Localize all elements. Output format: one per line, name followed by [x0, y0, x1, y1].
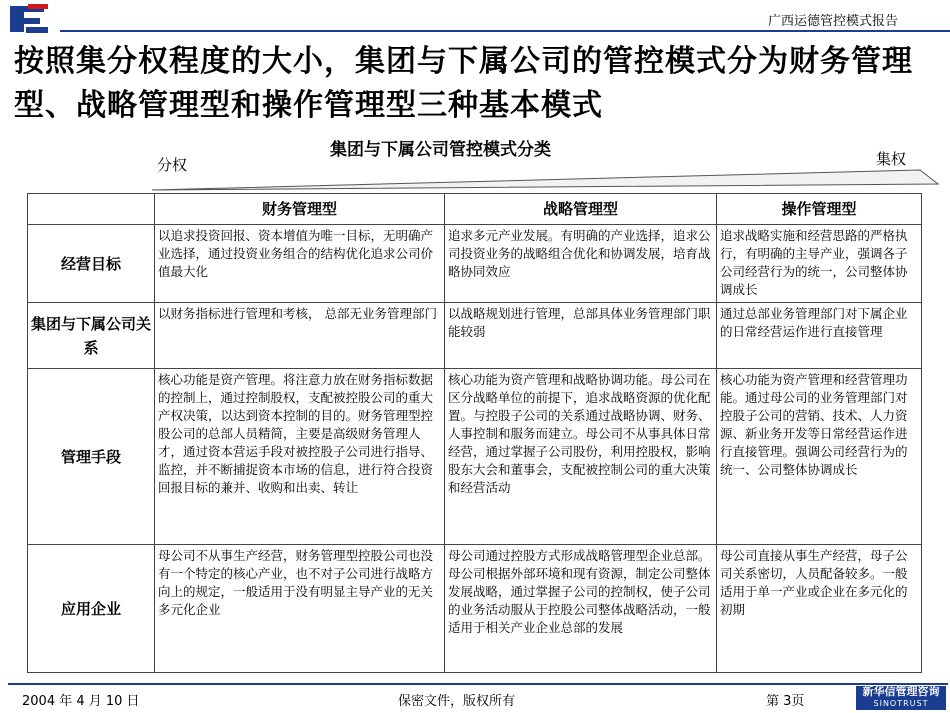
- footer-date: 2004 年 4 月 10 日: [22, 694, 140, 709]
- table-cell: 核心功能为资产管理和经营管理功能。通过母公司的业务管理部门对控股子公司的营销、技术、人力资源、新业务开发等日常经营运作进行直接管理。强调公司经营行为的统一、公司整体协调成长: [717, 369, 922, 545]
- footer-divider: [8, 683, 948, 685]
- table-row: [28, 225, 922, 303]
- table-cell: 核心功能为资产管理和战略协调功能。母公司在区分战略单位的前提下，追求战略资源的优化配置。与控股子公司的关系通过战略协调、财务、人事控制和服务而建立。母公司不从事具体日常经营，通过掌握子公司股份，利用控股权，影响股东大会和董事会，支配被控制公司的重大决策和经营活动: [445, 369, 717, 545]
- row-header-relationship: 集团与下属公司关系: [28, 303, 155, 369]
- table-header-empty: [28, 194, 155, 225]
- sinotrust-logo: [856, 686, 946, 710]
- management-mode-table: [27, 193, 922, 673]
- centralized-label: 集权: [876, 150, 907, 168]
- brand-name-cn: 新华信管理咨询: [862, 685, 940, 698]
- table-cell: 以战略规划进行管理，总部具体业务管理部门职能较弱: [445, 303, 717, 369]
- col-header-operational: 操作管理型: [717, 194, 922, 225]
- table-cell: 以追求投资回报、资本增值为唯一目标，无明确产业选择，通过投资业务组合的结构优化追求公司价值最大化: [155, 225, 445, 303]
- header-divider: [60, 30, 950, 32]
- row-header-objective: 经营目标: [28, 225, 155, 303]
- table-row: [28, 369, 922, 545]
- company-logo-icon: [4, 0, 50, 38]
- col-header-strategic: 战略管理型: [445, 194, 717, 225]
- page-title: 按照集分权程度的大小，集团与下属公司的管控模式分为财务管理型、战略管理型和操作管理型三种基本模式: [14, 44, 913, 123]
- row-header-means: 管理手段: [28, 369, 155, 545]
- col-header-financial: 财务管理型: [155, 194, 445, 225]
- footer-confidential: 保密文件，版权所有: [398, 694, 516, 709]
- table-cell: 核心功能是资产管理。将注意力放在财务指标数据的控制上，通过控制股权，支配被控股公司的重大产权决策，以达到资本控制的目的。财务管理型控股公司的总部人员精简，主要是高级财务管理人才，通过资本营运手段对被控股子公司进行指导、监控，并不断捕捉资本市场的信息，进行符合投资回报目标的兼并、收购和出卖、转让: [155, 369, 445, 545]
- table-cell: 母公司通过控股方式形成战略管理型企业总部。母公司根据外部环境和现有资源，制定公司整体发展战略，通过掌握子公司的控制权，使子公司的业务活动服从于控股公司整体战略活动，一般适用于相关产业企业总部的发展: [445, 545, 717, 673]
- row-header-application: 应用企业: [28, 545, 155, 673]
- table-cell: 母公司不从事生产经营，财务管理型控股公司也没有一个特定的核心产业，也不对子公司进行战略方向上的规定，一般适用于没有明显主导产业的无关多元化企业: [155, 545, 445, 673]
- table-cell: 母公司直接从事生产经营，母子公司关系密切，人员配备较多。一般适用于单一产业或企业在多元化的初期: [717, 545, 922, 673]
- table-cell: 通过总部业务管理部门对下属企业的日常经营运作进行直接管理: [717, 303, 922, 369]
- table-cell: 追求战略实施和经营思路的严格执行，有明确的主导产业，强调各子公司经营行为的统一，公司整体协调成长: [717, 225, 922, 303]
- centralization-wedge-arrow: [150, 162, 940, 192]
- table-row: [28, 545, 922, 673]
- table-cell: 追求多元产业发展。有明确的产业选择，追求公司投资业务的战略组合优化和协调发展，培育战略协同效应: [445, 225, 717, 303]
- page-number: 第 3页: [766, 694, 805, 709]
- brand-name-en: SINOTRUST: [873, 699, 929, 708]
- table-row: [28, 303, 922, 369]
- report-header-title: 广西运德管控模式报告: [768, 14, 899, 29]
- decentralized-label: 分权: [157, 156, 188, 174]
- spectrum-subtitle: 集团与下属公司管控模式分类: [330, 140, 551, 160]
- table-cell: 以财务指标进行管理和考核， 总部无业务管理部门: [155, 303, 445, 369]
- table-header-row: [28, 194, 922, 225]
